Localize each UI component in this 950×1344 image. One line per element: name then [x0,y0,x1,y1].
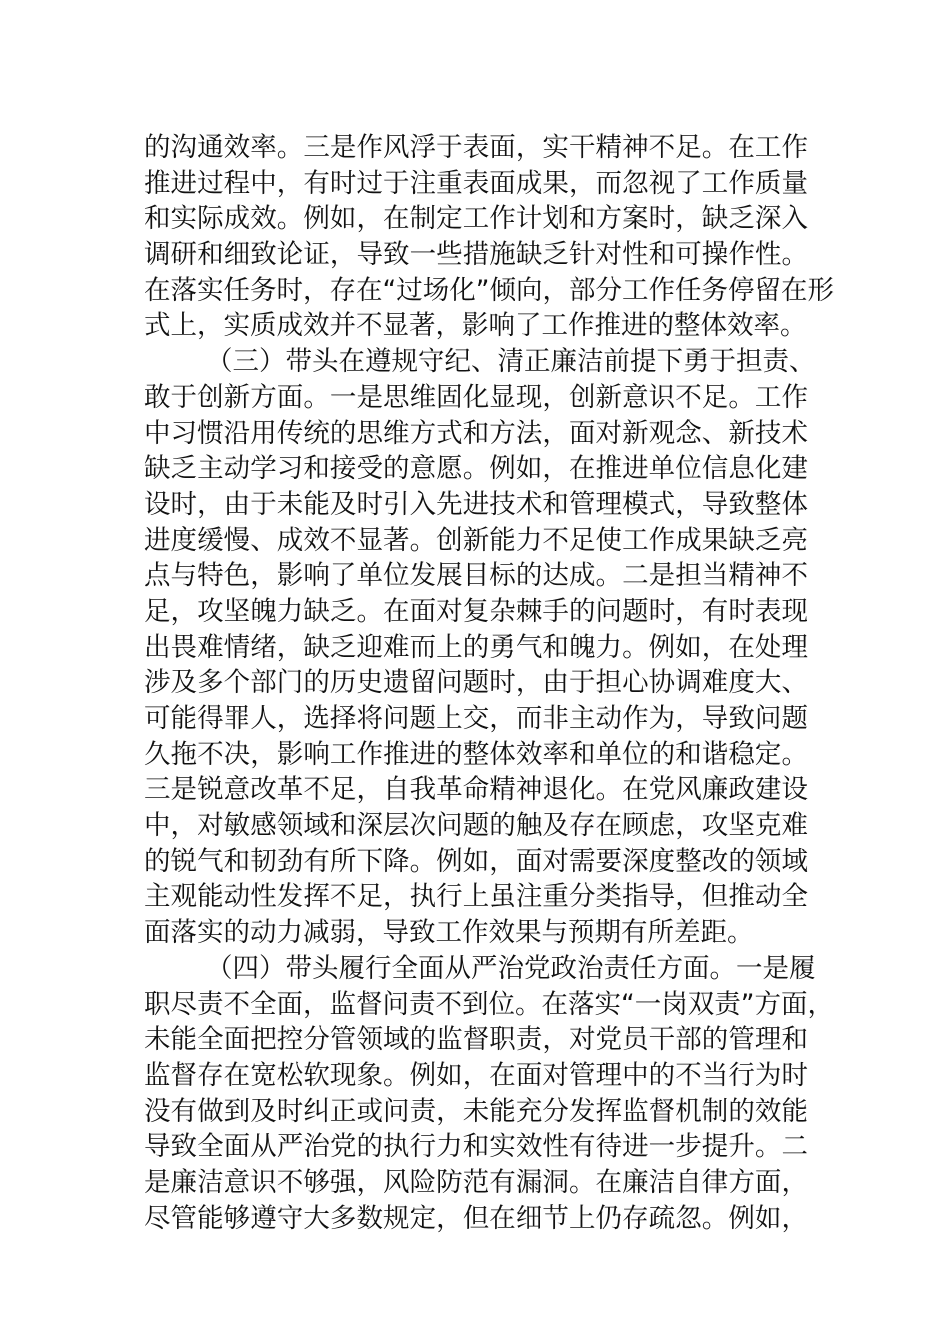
text-line: 导致全面从严治党的执行力和实效性有待进一步提升。二 [144,1131,808,1163]
text-line: 推进过程中，有时过于注重表面成果，而忽视了工作质量 [144,167,808,199]
text-line: 中习惯沿用传统的思维方式和方法，面对新观念、新技术 [144,417,808,449]
text-line: 和实际成效。例如，在制定工作计划和方案时，缺乏深入 [144,203,808,235]
text-line: 涉及多个部门的历史遗留问题时，由于担心协调难度大、 [144,667,808,699]
text-line: 设时，由于未能及时引入先进技术和管理模式，导致整体 [144,488,808,520]
text-line: 足，攻坚魄力缺乏。在面对复杂棘手的问题时，有时表现 [144,595,808,627]
text-line: 中，对敏感领域和深层次问题的触及存在顾虑，攻坚克难 [144,810,808,842]
text-line: 尽管能够遵守大多数规定，但在细节上仍存疏忽。例如， [144,1202,808,1234]
text-line: 是廉洁意识不够强，风险防范有漏洞。在廉洁自律方面， [144,1166,808,1198]
text-line: 监督存在宽松软现象。例如，在面对管理中的不当行为时 [144,1059,808,1091]
text-line: 主观能动性发挥不足，执行上虽注重分类指导，但推动全 [144,881,808,913]
text-line: 没有做到及时纠正或问责，未能充分发挥监督机制的效能 [144,1095,808,1127]
text-line: 可能得罪人，选择将问题上交，而非主动作为，导致问题 [144,703,808,734]
text-line: 进度缓慢、成效不显著。创新能力不足使工作成果缺乏亮 [144,524,808,556]
text-line: 在落实任务时，存在“过场化”倾向，部分工作任务停留在形 [144,274,834,306]
text-line: 调研和细致论证，导致一些措施缺乏针对性和可操作性。 [144,239,808,271]
text-line: 三是锐意改革不足，自我革命精神退化。在党风廉政建设 [144,774,808,806]
section-heading-four: （四）带头履行全面从严治党政治责任方面。一是履 [206,952,816,984]
text-line: 敢于创新方面。一是思维固化显现，创新意识不足。工作 [144,381,808,413]
body-text [144,130,834,1236]
text-line: 的沟通效率。三是作风浮于表面，实干精神不足。在工作 [144,132,808,163]
section-heading-three: （三）带头在遵规守纪、清正廉洁前提下勇于担责、 [206,346,816,378]
text-line: 式上，实质成效并不显著，影响了工作推进的整体效率。 [144,310,807,342]
text-line: 面落实的动力减弱，导致工作效果与预期有所差距。 [144,917,754,949]
text-line: 的锐气和韧劲有所下降。例如，面对需要深度整改的领域 [144,845,808,877]
text-line: 久拖不决，影响工作推进的整体效率和单位的和谐稳定。 [144,738,808,770]
text-line: 未能全面把控分管领域的监督职责，对党员干部的管理和 [144,1024,808,1056]
text-line: 职尽责不全面，监督问责不到位。在落实“一岗双责”方面， [144,988,834,1020]
text-line: 缺乏主动学习和接受的意愿。例如，在推进单位信息化建 [144,453,808,485]
text-line: 出畏难情绪，缺乏迎难而上的勇气和魄力。例如，在处理 [144,631,808,663]
text-line: 点与特色，影响了单位发展目标的达成。二是担当精神不 [144,560,808,592]
